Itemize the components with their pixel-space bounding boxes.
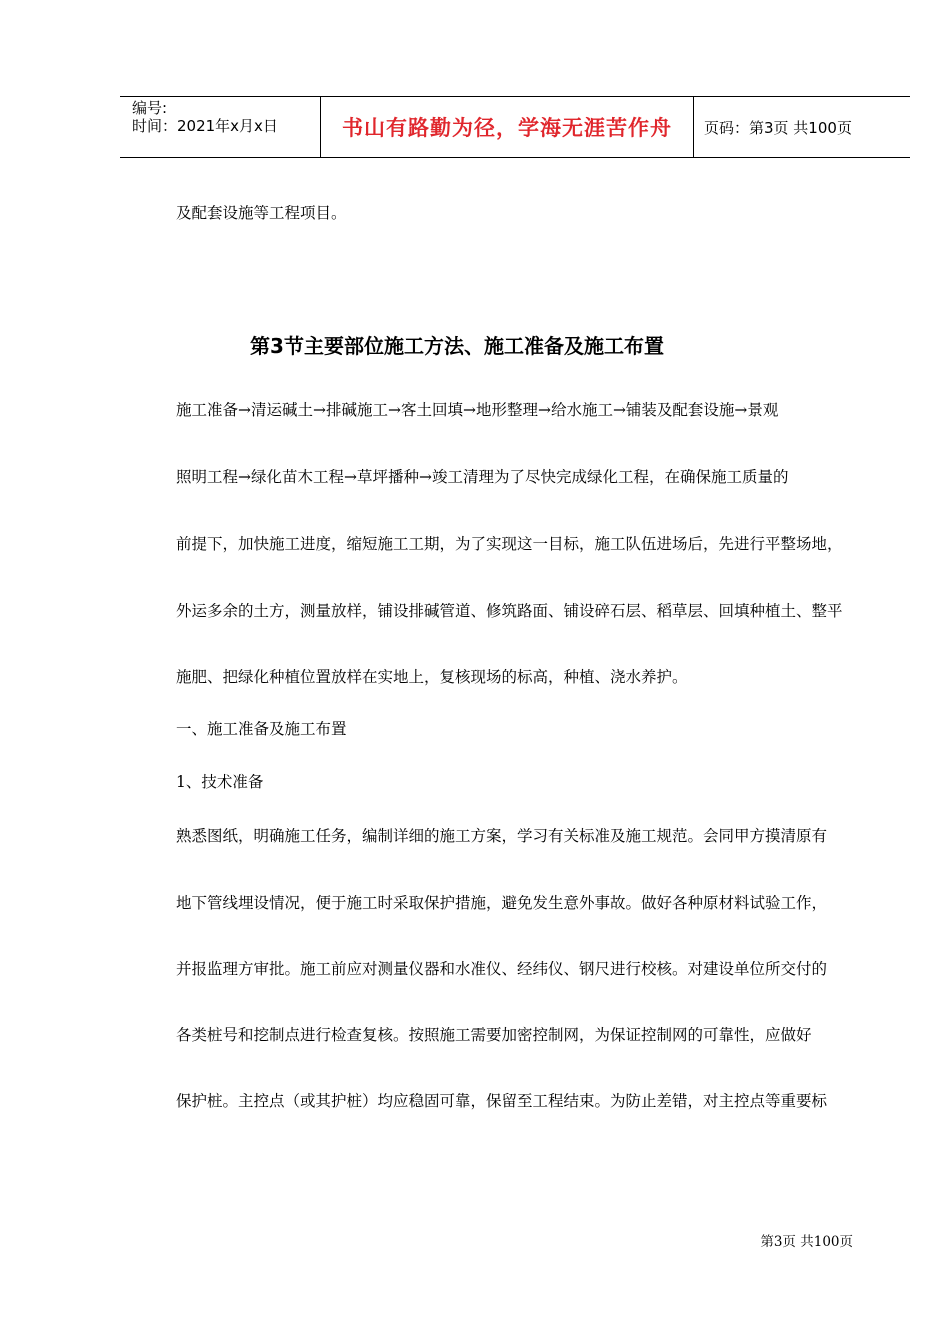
- paragraph-line: 前提下，加快施工进度，缩短施工工期，为了实现这一目标，施工队伍进场后，先进行平整场地，: [176, 535, 843, 553]
- subheading: 1、技术准备: [176, 773, 264, 791]
- header-meta-cell: [120, 97, 321, 157]
- header-motto: 书山有路勤为径，学海无涯苦作舟: [321, 97, 694, 157]
- section-title: [0, 330, 950, 359]
- time-label: 时间：2021年x月x日: [132, 117, 278, 135]
- paragraph-line: 施肥、把绿化种植位置放样在实地上，复核现场的标高，种植、浇水养护。: [176, 668, 688, 686]
- paragraph-line: 保护桩。主控点（或其护桩）均应稳固可靠，保留至工程结束。为防止差错，对主控点等重要标: [176, 1092, 828, 1110]
- paragraph-line: 并报监理方审批。施工前应对测量仪器和水准仪、经纬仪、钢尺进行校核。对建设单位所交付的: [176, 960, 828, 978]
- paragraph-line: 熟悉图纸，明确施工任务，编制详细的施工方案，学习有关标准及施工规范。会同甲方摸清原有: [176, 827, 828, 845]
- paragraph-line: 各类桩号和挖制点进行检查复核。按照施工需要加密控制网，为保证控制网的可靠性，应做好: [176, 1026, 812, 1044]
- paragraph-line: 地下管线埋设情况，便于施工时采取保护措施，避免发生意外事故。做好各种原材料试验工作，: [176, 894, 828, 912]
- footer-page-info: 第3页 共100页: [760, 1234, 853, 1250]
- subheading: 一、施工准备及施工布置: [176, 720, 347, 738]
- continuation-line: 及配套设施等工程项目。: [176, 204, 347, 222]
- number-label: 编号:: [132, 99, 168, 117]
- header-page-info: 页码：第3页 共100页: [704, 118, 852, 137]
- paragraph-line: 照明工程→绿化苗木工程→草坪播种→竣工清理为了尽快完成绿化工程，在确保施工质量的: [176, 468, 789, 486]
- paragraph-line: 外运多余的土方，测量放样，铺设排碱管道、修筑路面、铺设碎石层、稻草层、回填种植土、整平: [176, 602, 843, 620]
- section-title-text: 第3节主要部位施工方法、施工准备及施工布置: [250, 334, 664, 358]
- page-header: [120, 96, 910, 158]
- paragraph-line: 施工准备→清运碱土→排碱施工→客土回填→地形整理→给水施工→铺装及配套设施→景观: [176, 401, 779, 419]
